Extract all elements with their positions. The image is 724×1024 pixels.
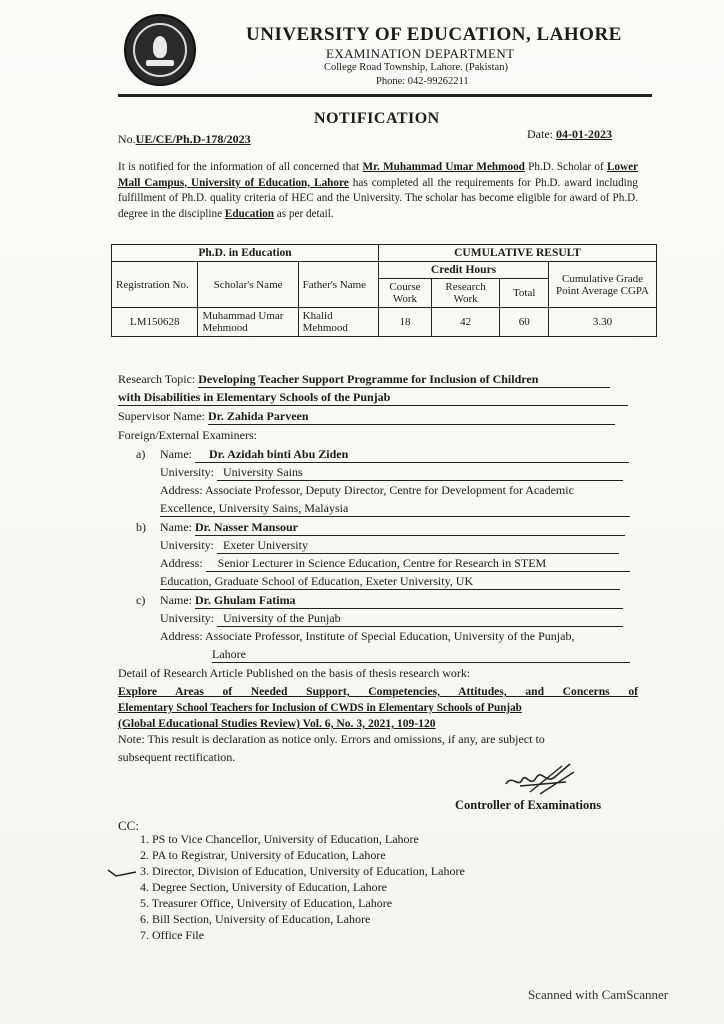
university-name: UNIVERSITY OF EDUCATION, LAHORE [246, 24, 622, 45]
examiner-b-university: University: Exeter University [160, 538, 619, 554]
cell-registration: LM150628 [112, 308, 198, 337]
phone: Phone: 042-99262211 [376, 76, 469, 87]
address: College Road Township, Lahore. (Pakistan) [324, 62, 508, 73]
examiner-c-address: Address: Associate Professor, Institute of Special Education, University of the Punjab, [160, 629, 575, 643]
research-topic: Research Topic: Developing Teacher Support Programme for Inclusion of Children [118, 372, 610, 388]
department-name: EXAMINATION DEPARTMENT [326, 46, 515, 61]
cc-item: 3. Director, Division of Education, University of Education, Lahore [140, 864, 465, 878]
signature-icon [500, 758, 580, 798]
discipline: Education [224, 207, 274, 220]
cell-research-work: 42 [431, 308, 500, 337]
cc-item: 1. PS to Vice Chancellor, University of Education, Lahore [140, 832, 419, 846]
cumulative-result-header: CUMULATIVE RESULT [379, 245, 657, 262]
note-line-1: Note: This result is declaration as notice only. Errors and omissions, if any, are subject to [118, 732, 545, 746]
examiner-a-university: University: University Sains [160, 465, 623, 481]
examiner-b-address-2: Education, Graduate School of Education, Exeter University, UK [160, 574, 620, 590]
table-row [112, 308, 657, 337]
notification-date: Date: 04-01-2023 [527, 127, 612, 141]
cc-item: 7. Office File [140, 928, 205, 942]
article-details: Explore Areas of Needed Support, Competencies, Attitudes, and Concerns of Elementary School Teachers for Inclusion of CWDS in Elementary Schools of Punjab (Global Educational Studies Review) Vol. 6, No. 3, 2021, 109-120 [118, 685, 638, 730]
examiner-a-address: Address: Associate Professor, Deputy Director, Centre for Development for Academic [160, 483, 574, 497]
examiner-c-name: Name: Dr. Ghulam Fatima [160, 593, 623, 609]
cc-item: 4. Degree Section, University of Education, Lahore [140, 880, 387, 894]
examiner-a-letter: a) [136, 447, 146, 461]
examiner-c-university: University: University of the Punjab [160, 611, 623, 627]
col-total: Total [500, 279, 549, 308]
header-divider [118, 94, 652, 97]
cell-father-name: Khalid Mehmood [298, 308, 378, 337]
cc-item: 2. PA to Registrar, University of Education, Lahore [140, 848, 386, 862]
col-research-work: Research Work [431, 279, 500, 308]
program-header: Ph.D. in Education [112, 245, 379, 262]
supervisor: Supervisor Name: Dr. Zahida Parveen [118, 409, 615, 425]
examiner-b-name: Name: Dr. Nasser Mansour [160, 520, 625, 536]
col-cgpa: Cumulative Grade Point Average CGPA [549, 262, 657, 308]
note-line-2: subsequent rectification. [118, 750, 236, 764]
cc-item: 6. Bill Section, University of Education, Lahore [140, 912, 371, 926]
examiner-c-letter: c) [136, 593, 146, 607]
checkmark-icon [106, 866, 140, 880]
cc-label: CC: [118, 818, 139, 833]
examiner-c-address-2: Lahore [212, 647, 630, 663]
scanner-watermark: Scanned with CamScanner [528, 987, 669, 1002]
col-father-name: Father's Name [298, 262, 378, 308]
examiner-b-address: Address: Senior Lecturer in Science Education, Centre for Research in STEM [160, 556, 630, 572]
campus-name: Lower Mall Campus, University of Education, Lahore [118, 161, 639, 189]
cell-cgpa: 3.30 [549, 308, 657, 337]
cell-course-work: 18 [379, 308, 432, 337]
article-intro: Detail of Research Article Published on the basis of thesis research work: [118, 666, 471, 680]
reference-number: No.UE/CE/Ph.D-178/2023 [118, 132, 251, 146]
credit-hours-header: Credit Hours [379, 262, 549, 279]
scholar-name: Mr. Muhammad Umar Mehmood [362, 161, 525, 173]
examiner-b-letter: b) [136, 520, 146, 534]
result-table [111, 244, 657, 337]
university-seal-icon [124, 14, 196, 86]
controller-title: Controller of Examinations [455, 798, 602, 812]
cc-item: 5. Treasurer Office, University of Education, Lahore [140, 896, 393, 910]
examiner-a-name: Name: Dr. Azidah binti Abu Ziden [160, 447, 629, 463]
col-registration: Registration No. [112, 262, 198, 308]
notification-paragraph: It is notified for the information of all concerned that Mr. Muhammad Umar Mehmood Ph.D. Scholar of Lower Mall Campus, University of Education, Lahore has completed all the requirements for Ph.D. award including fulfillment of Ph.D. quality criteria of HEC and the University. The scholar has become eligible for award of Ph.D. degree in the discipline Education as per detail. [118, 161, 639, 220]
examiner-a-address-2: Excellence, University Sains, Malaysia [160, 501, 630, 517]
cell-total: 60 [500, 308, 549, 337]
examiners-label: Foreign/External Examiners: [118, 428, 257, 442]
col-course-work: Course Work [379, 279, 432, 308]
notification-title: NOTIFICATION [314, 110, 440, 127]
col-scholar-name: Scholar's Name [198, 262, 298, 308]
research-topic-line-2: with Disabilities in Elementary Schools of the Punjab [118, 390, 628, 406]
cell-scholar-name: Muhammad Umar Mehmood [198, 308, 298, 337]
